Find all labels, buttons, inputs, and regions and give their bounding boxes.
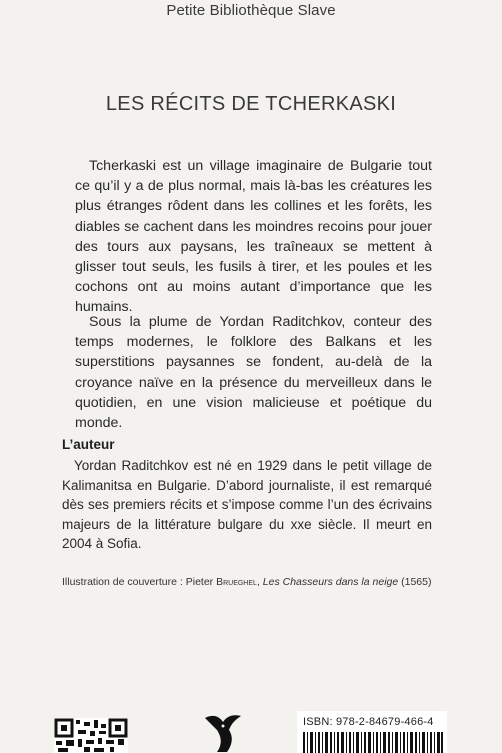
cover-illustration-credit [62,576,462,588]
credit-work-title: Les Chasseurs dans la neige [262,576,399,588]
summary-paragraph-1: Tcherkaski est un village imaginaire de Bulgarie tout ce qu’il y a de plus normal, mais là-bas les créatures les plus étranges rôdent dans les collines et les forêts, les diables se cachent dans les moindres recoins pour jouer des tours aux paysans, les traîneaux se mettent à glisser tout seuls, les fusils à tirer, et les poules et les cochons ont au moins autant d’importance que les humains. [75,158,432,316]
credit-painter: Brueghel [216,576,257,588]
qr-code-icon [54,718,128,753]
credit-year: (1565) [398,576,432,588]
author-biography: Yordan Raditchkov est né en 1929 dans le petit village de Kalimanitsa en Bulgarie. D’abord journaliste, il est remarqué dès ses premiers récits et s’impose comme l’un des écrivains majeurs de la littérature bulgare du xxe siècle. Il meurt en 2004 à Sofia. [62,458,432,551]
barcode-icon [303,732,443,753]
isbn-number: ISBN: 978-2-84679-466-4 [303,716,434,728]
author-heading: L’auteur [62,437,115,452]
credit-prefix: Illustration de couverture : Pieter [62,576,217,588]
book-title: LES RÉCITS DE TCHERKASKI [105,93,397,115]
bird-logo-icon [203,712,243,753]
summary-paragraph-2: Sous la plume de Yordan Raditchkov, conteur des temps modernes, le folklore des Balkans et les superstitions paysannes se fondent, au-delà de la croyance naïve en la présence du merveilleux dans le quotidien, en une vision malicieuse et poétique du monde. [75,314,432,432]
credit-separator: , [256,576,263,588]
series-name: Petite Bibliothèque Slave [166,2,336,19]
